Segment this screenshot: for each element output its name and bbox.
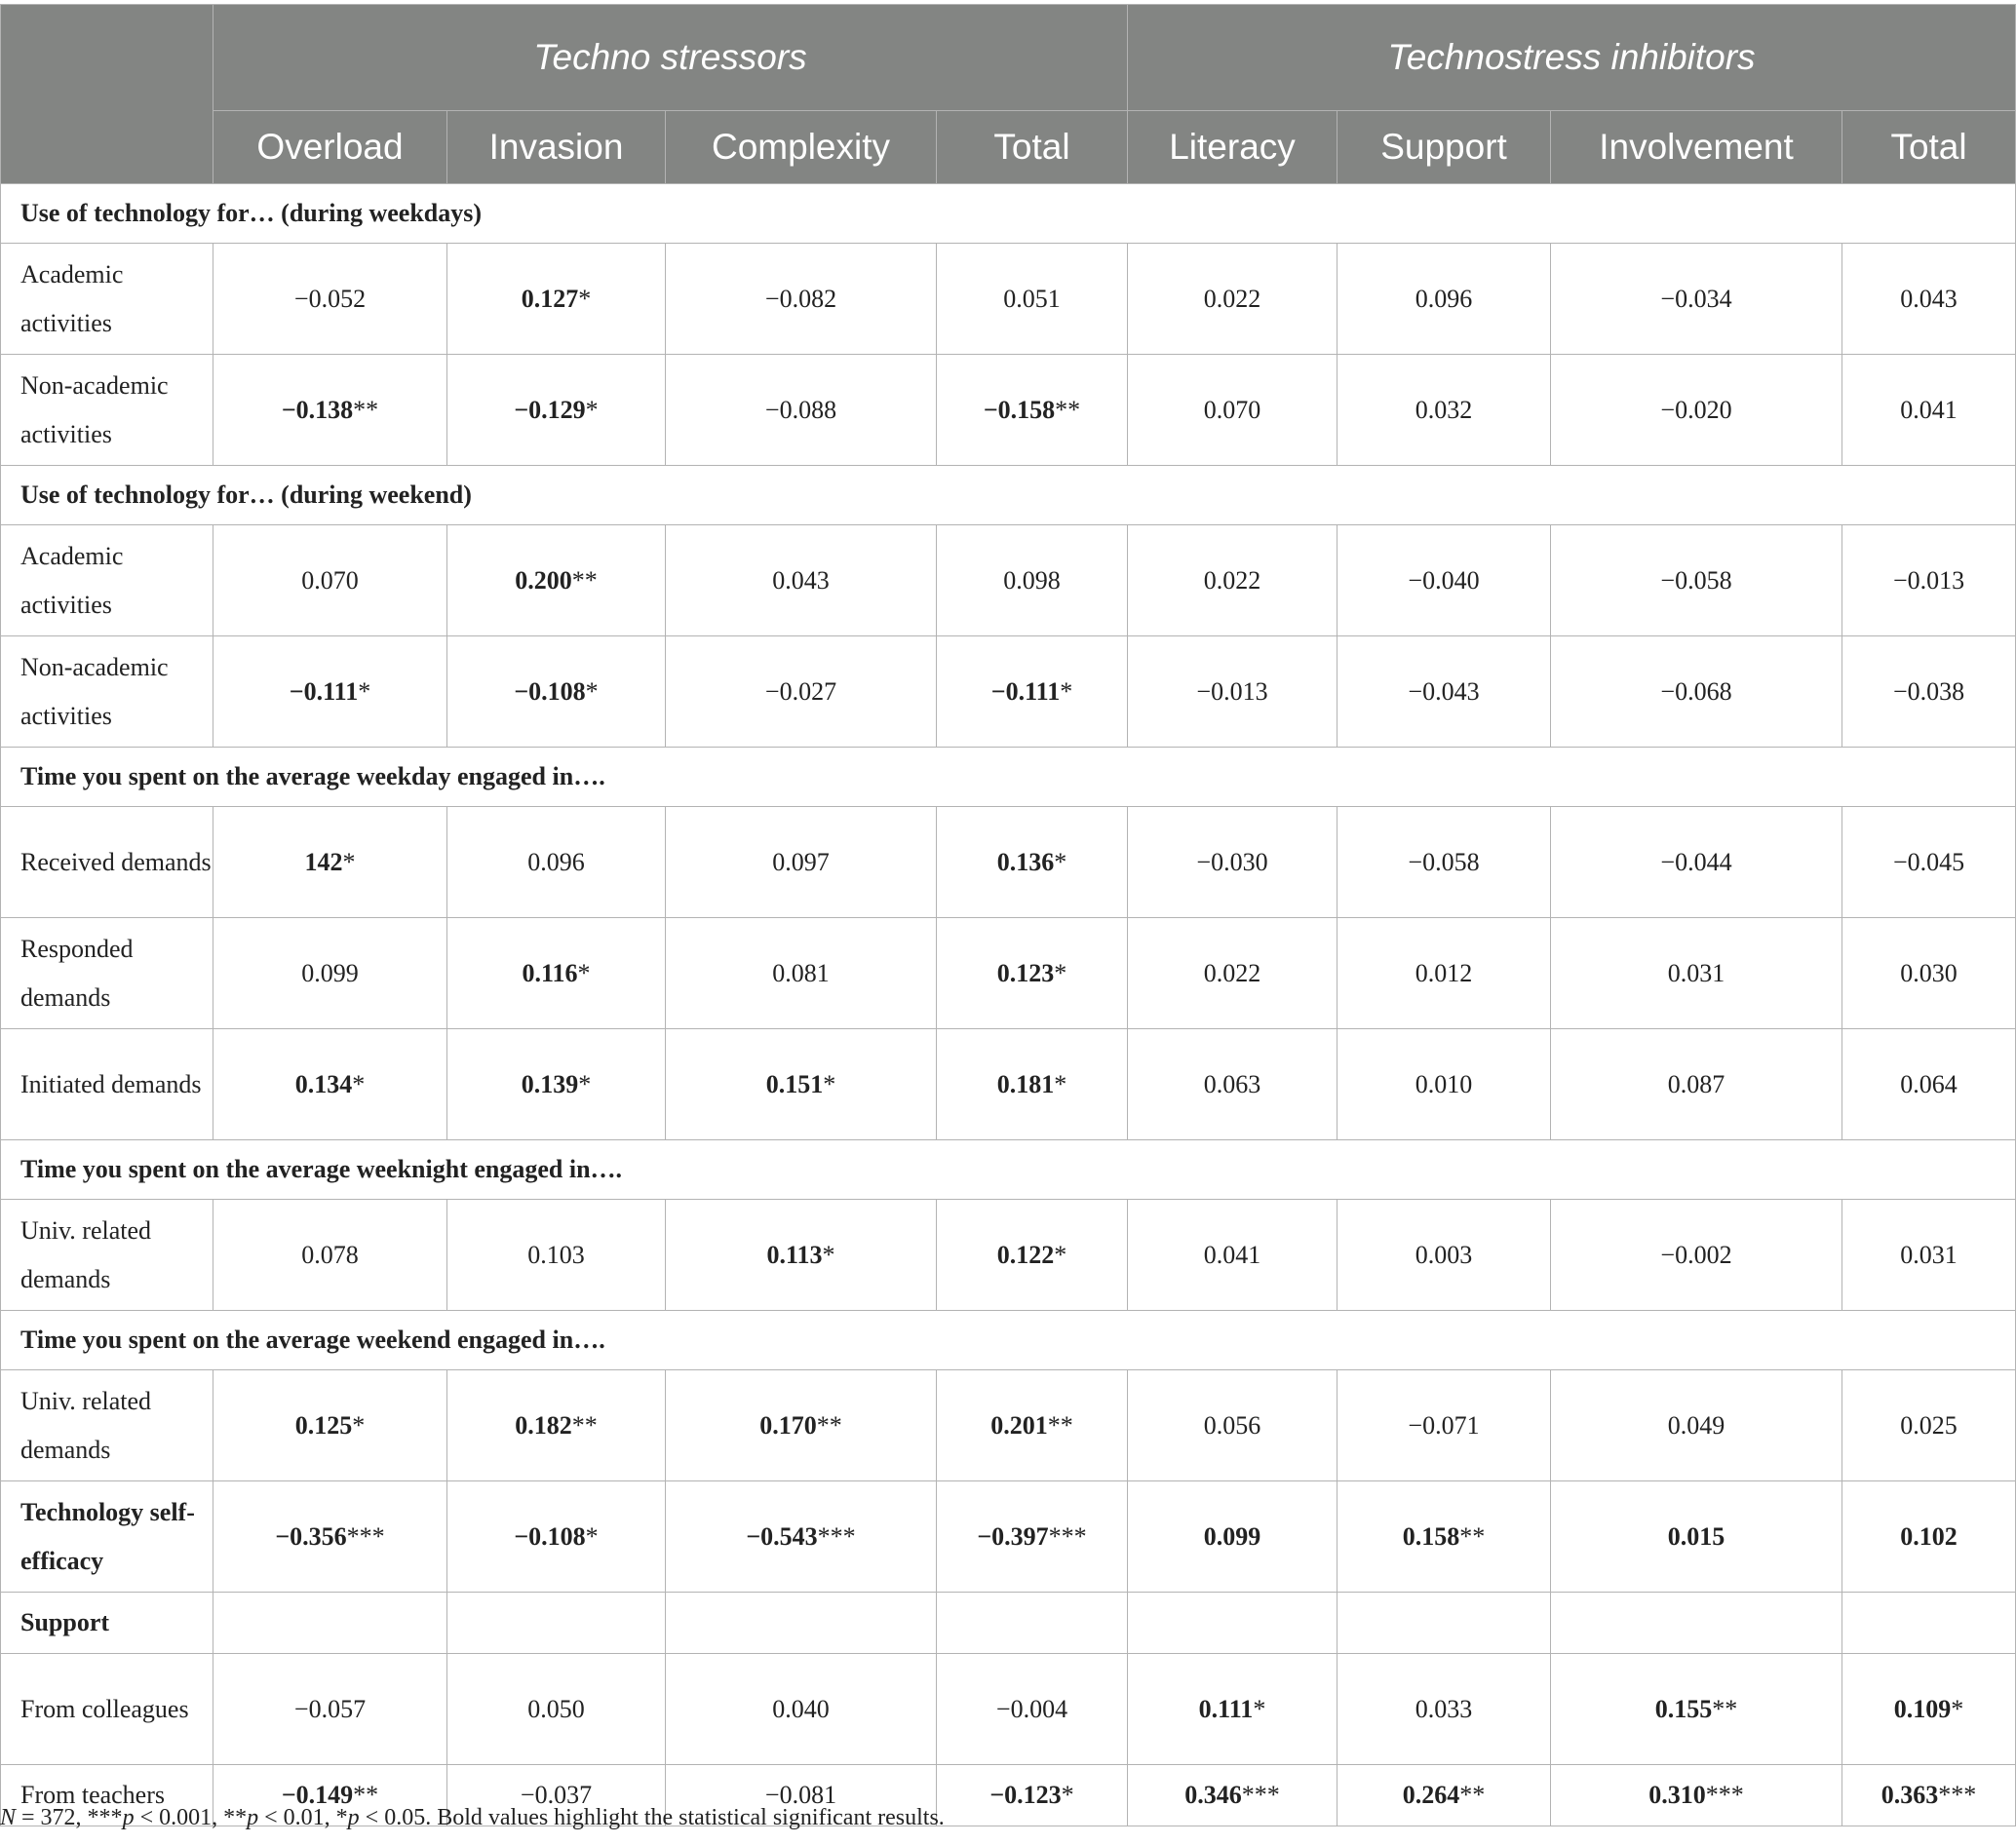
section-row (1, 748, 2016, 807)
footnote-n: N (0, 1805, 17, 1830)
table-cell (1338, 918, 1551, 1029)
table-footnote (0, 1805, 945, 1831)
table-cell (1338, 1481, 1551, 1593)
significance-stars: * (1061, 1781, 1074, 1809)
cell-value: 0.346 (1184, 1781, 1242, 1809)
table-cell (213, 918, 447, 1029)
cell-value: −0.397 (977, 1521, 1049, 1551)
table-cell (937, 1370, 1128, 1481)
table-cell (937, 525, 1128, 636)
table-cell (1842, 1481, 2016, 1593)
table-cell (1338, 1765, 1551, 1826)
cell-value: 0.056 (1203, 1410, 1261, 1440)
table-cell (937, 918, 1128, 1029)
cell-value: 0.003 (1415, 1240, 1473, 1269)
cell-value: 0.151 (765, 1069, 824, 1098)
table-cell (666, 918, 937, 1029)
table-cell (447, 1654, 666, 1765)
column-header: Total (937, 111, 1128, 184)
table-row (1, 1654, 2016, 1765)
cell-value: 0.111 (1198, 1694, 1254, 1723)
cell-value: −0.004 (995, 1694, 1068, 1723)
header-corner (1, 5, 213, 184)
footnote-p: p (122, 1805, 135, 1830)
cell-value: 0.170 (759, 1410, 817, 1440)
table-cell (937, 1200, 1128, 1311)
table-cell (1842, 918, 2016, 1029)
cell-value: −0.057 (293, 1694, 367, 1723)
significance-stars: *** (1048, 1521, 1087, 1551)
cell-value: 0.182 (515, 1410, 572, 1440)
cell-value: 0.040 (772, 1694, 830, 1723)
cell-value: −0.037 (520, 1781, 593, 1809)
cell-value: 0.134 (294, 1069, 353, 1098)
row-label: Academic activities (1, 525, 213, 636)
significance-stars: * (577, 958, 591, 987)
section-row (1, 1593, 2016, 1654)
significance-stars: ** (1712, 1694, 1738, 1723)
section-row (1, 184, 2016, 244)
table-row (1, 525, 2016, 636)
table-cell (666, 807, 937, 918)
cell-value: 0.098 (1003, 565, 1061, 595)
significance-stars: * (342, 847, 356, 876)
significance-stars: *** (346, 1521, 385, 1551)
table-cell (666, 1200, 937, 1311)
row-label: Non-academic activities (1, 636, 213, 748)
cell-value: −0.058 (1408, 847, 1480, 876)
cell-value: 0.096 (1415, 284, 1473, 313)
cell-value: 0.051 (1003, 284, 1061, 313)
cell-value: −0.038 (1892, 676, 1965, 706)
table-cell (937, 1029, 1128, 1140)
footnote-text: = 372, *** (16, 1805, 123, 1830)
cell-value: −0.111 (990, 676, 1061, 706)
table-cell (937, 636, 1128, 748)
cell-value: −0.108 (514, 676, 586, 706)
cell-value: 0.087 (1667, 1069, 1725, 1098)
row-label: From teachers (1, 1765, 213, 1826)
table-cell (1338, 1029, 1551, 1140)
table-cell (213, 1481, 447, 1593)
significance-stars: *** (1705, 1781, 1744, 1809)
significance-stars: * (1054, 847, 1067, 876)
row-label: Academic activities (1, 244, 213, 355)
table-cell (666, 244, 937, 355)
table-cell (666, 525, 937, 636)
row-label: Initiated demands (1, 1029, 213, 1140)
cell-value: 0.127 (521, 284, 579, 313)
section-heading: Time you spent on the average weekend engaged in…. (1, 1311, 2016, 1370)
cell-value: −0.088 (764, 395, 837, 424)
significance-stars: *** (1938, 1781, 1977, 1809)
row-label: Support (1, 1593, 213, 1654)
significance-stars: ** (1047, 1410, 1073, 1440)
table-cell (1842, 355, 2016, 466)
significance-stars: * (578, 1069, 592, 1098)
table-cell (666, 1654, 937, 1765)
table-cell (1842, 1029, 2016, 1140)
section-row (1, 1140, 2016, 1200)
significance-stars: ** (353, 395, 379, 424)
table-cell (937, 1765, 1128, 1826)
empty-cell (666, 1593, 937, 1654)
cell-value: −0.027 (764, 676, 837, 706)
table-header (1, 5, 2016, 184)
cell-value: 0.031 (1667, 958, 1725, 987)
table-cell (1842, 1200, 2016, 1311)
cell-value: 142 (304, 847, 343, 876)
cell-value: 0.125 (294, 1410, 353, 1440)
table-cell (1551, 355, 1842, 466)
cell-value: −0.044 (1660, 847, 1732, 876)
cell-value: 0.043 (772, 565, 830, 595)
table-cell (1551, 636, 1842, 748)
table-cell (1842, 1765, 2016, 1826)
table-cell (1551, 1029, 1842, 1140)
cell-value: −0.030 (1196, 847, 1268, 876)
table-cell (447, 244, 666, 355)
cell-value: −0.052 (293, 284, 367, 313)
table-row (1, 1370, 2016, 1481)
significance-stars: * (352, 1410, 366, 1440)
table-cell (1551, 1765, 1842, 1826)
table-cell (213, 244, 447, 355)
table-cell (1128, 1765, 1338, 1826)
table-row (1, 244, 2016, 355)
cell-value: −0.108 (514, 1521, 586, 1551)
cell-value: −0.081 (764, 1781, 837, 1809)
cell-value: 0.158 (1402, 1521, 1460, 1551)
column-header: Overload (213, 111, 447, 184)
column-header: Involvement (1551, 111, 1842, 184)
significance-stars: * (585, 395, 599, 424)
cell-value: 0.063 (1203, 1069, 1261, 1098)
significance-stars: ** (816, 1410, 842, 1440)
significance-stars: * (1054, 958, 1067, 987)
cell-value: 0.113 (766, 1240, 823, 1269)
cell-value: 0.022 (1203, 565, 1261, 595)
table-row (1, 807, 2016, 918)
footnote-p: p (247, 1805, 259, 1830)
cell-value: 0.078 (301, 1240, 359, 1269)
table-cell (1842, 807, 2016, 918)
table-cell (1128, 1481, 1338, 1593)
cell-value: −0.043 (1408, 676, 1480, 706)
cell-value: 0.099 (301, 958, 359, 987)
table-cell (447, 1370, 666, 1481)
table-cell (1128, 244, 1338, 355)
table-cell (1842, 1654, 2016, 1765)
row-label: Responded demands (1, 918, 213, 1029)
significance-stars: ** (1055, 395, 1081, 424)
footnote-p: p (347, 1805, 360, 1830)
cell-value: 0.102 (1900, 1521, 1958, 1551)
cell-value: 0.010 (1415, 1069, 1473, 1098)
section-heading: Use of technology for… (during weekdays) (1, 184, 2016, 244)
section-row (1, 1311, 2016, 1370)
cell-value: −0.123 (989, 1781, 1062, 1809)
cell-value: 0.109 (1893, 1694, 1952, 1723)
table-cell (1551, 525, 1842, 636)
table-cell (213, 1029, 447, 1140)
cell-value: 0.097 (772, 847, 830, 876)
table-cell (937, 1654, 1128, 1765)
cell-value: 0.136 (996, 847, 1055, 876)
cell-value: 0.264 (1402, 1781, 1460, 1809)
significance-stars: * (1054, 1240, 1067, 1269)
cell-value: 0.123 (996, 958, 1055, 987)
section-heading: Time you spent on the average weekday engaged in…. (1, 748, 2016, 807)
empty-cell (1842, 1593, 2016, 1654)
table-cell (1338, 244, 1551, 355)
table-cell (937, 807, 1128, 918)
significance-stars: * (1253, 1694, 1266, 1723)
table-cell (1338, 1200, 1551, 1311)
table-body (1, 184, 2016, 1826)
significance-stars: * (585, 676, 599, 706)
table-cell (213, 1370, 447, 1481)
column-header: Literacy (1128, 111, 1338, 184)
empty-cell (1551, 1593, 1842, 1654)
significance-stars: * (822, 1240, 835, 1269)
table-row (1, 1029, 2016, 1140)
table-cell (1128, 918, 1338, 1029)
cell-value: 0.122 (996, 1240, 1055, 1269)
significance-stars: * (585, 1521, 599, 1551)
footnote-text: < 0.01, * (258, 1805, 348, 1830)
cell-value: 0.041 (1900, 395, 1958, 424)
section-heading: Time you spent on the average weeknight engaged in…. (1, 1140, 2016, 1200)
table-cell (666, 1029, 937, 1140)
table-cell (1338, 636, 1551, 748)
table-cell (1128, 1370, 1338, 1481)
table-cell (1842, 1370, 2016, 1481)
cell-value: 0.064 (1900, 1069, 1958, 1098)
cell-value: −0.543 (746, 1521, 818, 1551)
cell-value: 0.363 (1880, 1781, 1939, 1809)
cell-value: 0.070 (1203, 395, 1261, 424)
cell-value: 0.022 (1203, 284, 1261, 313)
table-cell (1128, 1200, 1338, 1311)
table-cell (1338, 1370, 1551, 1481)
table-cell (1128, 1654, 1338, 1765)
cell-value: 0.310 (1648, 1781, 1706, 1809)
cell-value: 0.103 (527, 1240, 585, 1269)
row-label: Non-academic activities (1, 355, 213, 466)
cell-value: 0.050 (527, 1694, 585, 1723)
table-cell (1128, 525, 1338, 636)
cell-value: −0.002 (1660, 1240, 1732, 1269)
table-row (1, 1481, 2016, 1593)
table-cell (1551, 1654, 1842, 1765)
table-cell (937, 244, 1128, 355)
table-cell (447, 525, 666, 636)
cell-value: 0.049 (1667, 1410, 1725, 1440)
empty-cell (937, 1593, 1128, 1654)
table-cell (1842, 636, 2016, 748)
row-label: From colleagues (1, 1654, 213, 1765)
cell-value: −0.071 (1408, 1410, 1480, 1440)
table-cell (447, 1200, 666, 1311)
column-header: Complexity (666, 111, 937, 184)
table-cell (1842, 244, 2016, 355)
column-header: Invasion (447, 111, 666, 184)
table-cell (447, 355, 666, 466)
cell-value: 0.081 (772, 958, 830, 987)
cell-value: 0.200 (515, 565, 572, 595)
table-cell (1338, 355, 1551, 466)
table-cell (213, 1654, 447, 1765)
table-cell (213, 1200, 447, 1311)
table-cell (1551, 1481, 1842, 1593)
row-label: Received demands (1, 807, 213, 918)
table-cell (447, 918, 666, 1029)
cell-value: −0.045 (1892, 847, 1965, 876)
cell-value: −0.138 (281, 395, 354, 424)
table-cell (213, 525, 447, 636)
significance-stars: * (1054, 1069, 1067, 1098)
table-row (1, 636, 2016, 748)
cell-value: −0.034 (1660, 284, 1732, 313)
column-header: Total (1842, 111, 2016, 184)
cell-value: 0.096 (527, 847, 585, 876)
correlation-table (0, 4, 2016, 1826)
table-cell (447, 807, 666, 918)
cell-value: −0.129 (514, 395, 586, 424)
cell-value: 0.099 (1203, 1521, 1261, 1551)
table-cell (1842, 525, 2016, 636)
table-cell (213, 355, 447, 466)
table-cell (1551, 918, 1842, 1029)
table-cell (213, 807, 447, 918)
table-cell (1551, 1200, 1842, 1311)
significance-stars: * (1951, 1694, 1964, 1723)
cell-value: 0.139 (521, 1069, 579, 1098)
cell-value: 0.033 (1415, 1694, 1473, 1723)
table-cell (1338, 525, 1551, 636)
significance-stars: * (578, 284, 592, 313)
cell-value: 0.015 (1667, 1521, 1725, 1551)
header-group-inhibitors: Technostress inhibitors (1128, 5, 2016, 111)
table-cell (1338, 1654, 1551, 1765)
table-row (1, 918, 2016, 1029)
empty-cell (447, 1593, 666, 1654)
table-cell (666, 636, 937, 748)
table-row (1, 355, 2016, 466)
cell-value: 0.116 (522, 958, 578, 987)
table-cell (666, 1481, 937, 1593)
footnote-text: < 0.001, ** (134, 1805, 248, 1830)
cell-value: 0.012 (1415, 958, 1473, 987)
table-cell (1551, 244, 1842, 355)
table-cell (447, 1029, 666, 1140)
table-cell (447, 1481, 666, 1593)
table-cell (1128, 636, 1338, 748)
cell-value: 0.025 (1900, 1410, 1958, 1440)
significance-stars: *** (1241, 1781, 1280, 1809)
cell-value: −0.013 (1196, 676, 1268, 706)
cell-value: −0.068 (1660, 676, 1732, 706)
cell-value: 0.041 (1203, 1240, 1261, 1269)
cell-value: −0.149 (281, 1781, 354, 1809)
column-header: Support (1338, 111, 1551, 184)
significance-stars: ** (1459, 1521, 1486, 1551)
section-row (1, 466, 2016, 525)
row-label: Univ. related demands (1, 1370, 213, 1481)
table-cell (937, 355, 1128, 466)
table-cell (1551, 807, 1842, 918)
header-group-stressors: Techno stressors (213, 5, 1128, 111)
table-cell (447, 636, 666, 748)
significance-stars: ** (571, 1410, 598, 1440)
significance-stars: * (352, 1069, 366, 1098)
cell-value: 0.022 (1203, 958, 1261, 987)
table-cell (666, 355, 937, 466)
empty-cell (1338, 1593, 1551, 1654)
significance-stars: ** (1459, 1781, 1486, 1809)
significance-stars: ** (571, 565, 598, 595)
row-label: Univ. related demands (1, 1200, 213, 1311)
section-heading: Use of technology for… (during weekend) (1, 466, 2016, 525)
significance-stars: ** (353, 1781, 379, 1809)
cell-value: −0.013 (1892, 565, 1965, 595)
table-cell (1338, 807, 1551, 918)
cell-value: −0.158 (983, 395, 1056, 424)
cell-value: 0.032 (1415, 395, 1473, 424)
table-cell (1128, 355, 1338, 466)
significance-stars: * (358, 676, 371, 706)
significance-stars: * (823, 1069, 836, 1098)
significance-stars: * (1060, 676, 1073, 706)
cell-value: 0.201 (990, 1410, 1048, 1440)
cell-value: −0.020 (1660, 395, 1732, 424)
cell-value: 0.070 (301, 565, 359, 595)
cell-value: 0.181 (996, 1069, 1055, 1098)
cell-value: −0.111 (289, 676, 359, 706)
table-cell (213, 636, 447, 748)
cell-value: 0.031 (1900, 1240, 1958, 1269)
cell-value: −0.058 (1660, 565, 1732, 595)
table-cell (1128, 1029, 1338, 1140)
empty-cell (213, 1593, 447, 1654)
cell-value: 0.155 (1654, 1694, 1713, 1723)
table-cell (1128, 807, 1338, 918)
table-cell (666, 1370, 937, 1481)
row-label: Technology self-efficacy (1, 1481, 213, 1593)
significance-stars: *** (817, 1521, 856, 1551)
footnote-text: < 0.05. Bold values highlight the statistical significant results. (359, 1805, 945, 1830)
table-cell (937, 1481, 1128, 1593)
table-cell (1551, 1370, 1842, 1481)
cell-value: −0.082 (764, 284, 837, 313)
table-row (1, 1200, 2016, 1311)
cell-value: −0.356 (275, 1521, 347, 1551)
cell-value: 0.030 (1900, 958, 1958, 987)
cell-value: 0.043 (1900, 284, 1958, 313)
empty-cell (1128, 1593, 1338, 1654)
cell-value: −0.040 (1408, 565, 1480, 595)
